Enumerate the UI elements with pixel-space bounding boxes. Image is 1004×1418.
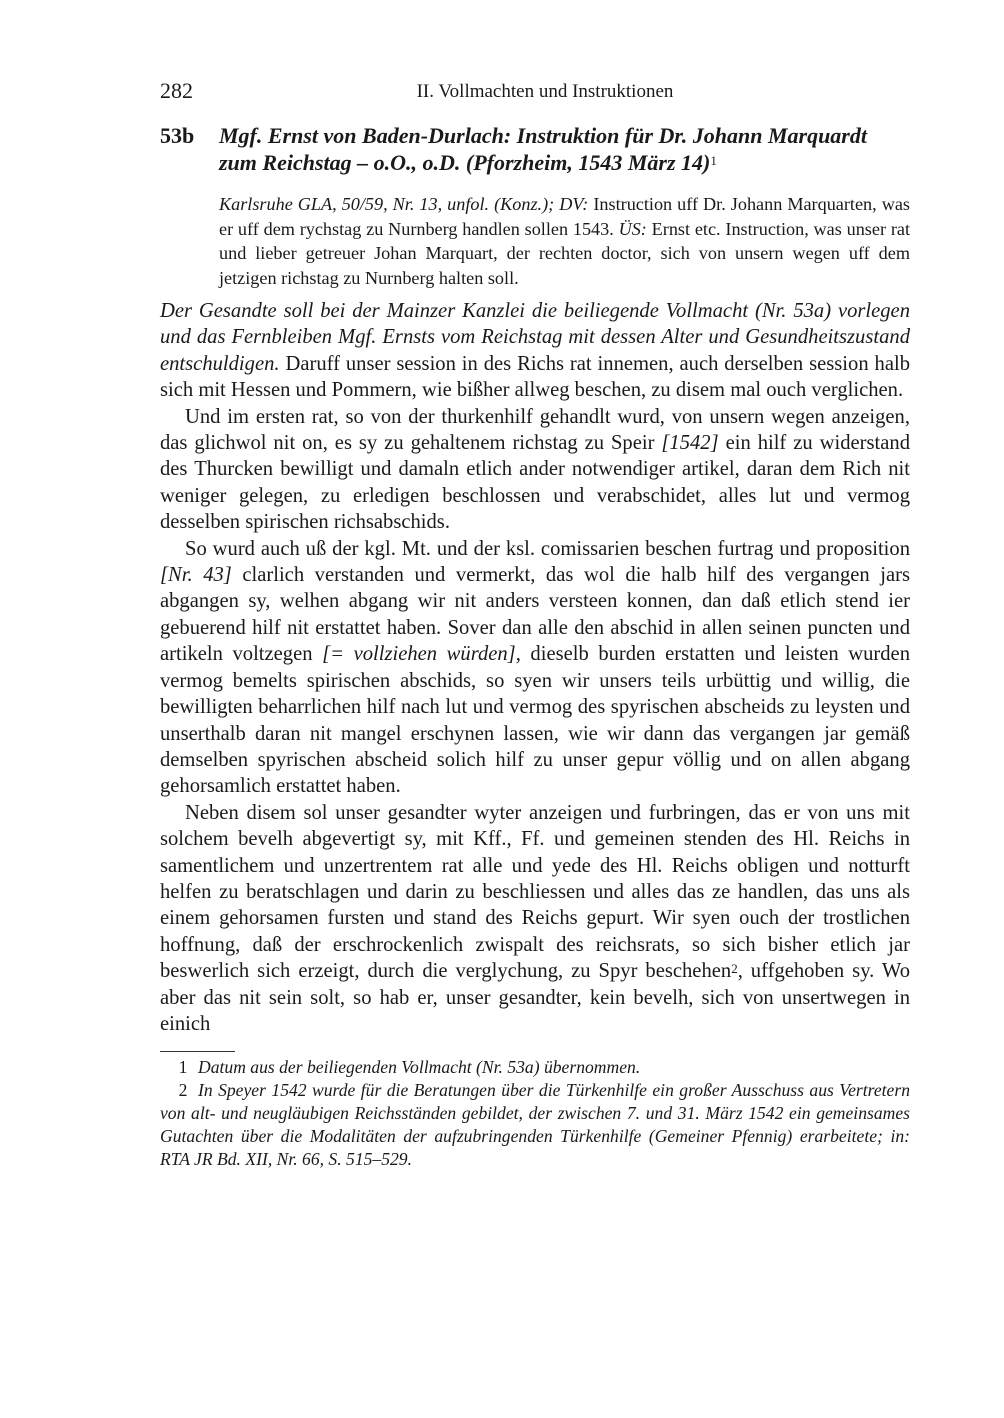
source-us-label: ÜS: <box>618 218 647 239</box>
footnote-ref-2[interactable]: 2 <box>731 961 738 977</box>
source-us-text: Ernst etc. Instruction, was unser rat und lieber getreuer Johan Marquart, der rechten doctor, sich von unsern wegen uff dem jetzigen richstag zu Nurnberg halten soll. <box>219 218 910 288</box>
footnote-number: 1 <box>178 1057 188 1078</box>
page-header <box>160 78 910 108</box>
editorial-insert: [Nr. 43] <box>160 564 232 587</box>
document-number: 53b <box>160 123 195 148</box>
paragraph-text: Neben disem sol unser gesandter wyter anzeigen und furbringen, das er von uns mit solchem bevelh abgevertigt sy, mit Kff., Ff. und gemeinen stenden des Hl. Reichs in samentlichem und unzertrentem rat alle und yede des Hl. Reichs obligen und notturft helfen zu beratschlagen und darin zu beschliessen und alles das ze handlen, das uns als einem gehorsamen fursten und stand des Reichs gepurt. Wir syen ouch der trostlichen hoffnung, daß der erschrockenlich zwispalt des reichsrats, so sich bisher etlich jar beswerlich sich erzeigt, durch die verglychung, zu Spyr beschehen <box>160 801 910 983</box>
document-title <box>219 122 910 176</box>
document-title-text: Mgf. Ernst von Baden-Durlach: Instruktion für Dr. Johann Marquardt zum Reichstag – o.O., o.D. (Pforzheim, 1543 März 14) <box>219 123 867 175</box>
paragraph-3 <box>160 536 910 800</box>
document-body <box>160 298 910 1037</box>
document-page <box>160 78 910 1171</box>
source-dv-text: Instruction uff Dr. Johann Marquarten, was er uff dem rychstag zu Nurnberg handlen sollen 1543. <box>219 194 910 239</box>
footnote-number: 2 <box>178 1080 188 1101</box>
running-title: II. Vollmachten und Instruktionen <box>416 81 674 102</box>
page-number: 282 <box>160 78 193 103</box>
paragraph-2 <box>160 404 910 536</box>
footnote-ref-1[interactable]: 1 <box>710 153 717 168</box>
editorial-insert: [1542] <box>661 432 719 455</box>
footnote-2 <box>160 1079 910 1171</box>
footnote-divider <box>160 1051 235 1052</box>
editorial-summary: Der Gesandte soll bei der Mainzer Kanzlei die beiliegende Vollmacht (Nr. 53a) vorlegen und das Fernbleiben Mgf. Ernsts vom Reichstag mit dessen Alter und Gesundheitszustand entschuldigen. <box>160 300 910 375</box>
paragraph-text: , uffgehoben sy. Wo aber das nit sein solt, so hab er, unser gesandter, kein bevelh, sich von unsertwegen in einich <box>160 960 910 1035</box>
paragraph-1 <box>160 298 910 404</box>
footnote-1 <box>160 1056 910 1079</box>
source-note <box>219 192 910 290</box>
paragraph-text: clarlich verstanden und vermerkt, das wol die halb hilf des vergangen jars abgangen sy, welhen abgang wir nit anders versteen konnen, dan daß etlich stend ier gebuerend hilf nit erstattet haben. Sover dan alle den abschid in allen seinen puncten und artikeln voltzegen <box>160 564 911 666</box>
footnote-text: Datum aus der beiliegenden Vollmacht (Nr. 53a) übernommen. <box>198 1057 641 1078</box>
paragraph-text: Und im ersten rat, so von der thurkenhilf gehandlt wurd, von unsern wegen anzeigen, das glichwol nit on, es sy zu gehaltenem richstag zu Speir <box>160 405 910 455</box>
paragraph-4 <box>160 800 910 1038</box>
document-heading <box>160 122 910 176</box>
paragraph-text: ein hilf zu widerstand des Thurcken bewilligt und damaln etlich ander notwendiger artikel, daran dem Rich nit weniger gelegen, zu erledigen beschlossen und verabschidet, alles lut und vermog desselben spirischen richsabschids. <box>160 432 910 534</box>
editorial-insert: [= vollziehen würden] <box>322 643 516 666</box>
source-archive: Karlsruhe GLA, 50/59, Nr. 13, unfol. (Konz.); DV: <box>219 194 589 214</box>
paragraph-text: So wurd auch uß der kgl. Mt. und der ksl. comissarien beschen furtrag und proposition <box>185 537 910 560</box>
paragraph-text: , dieselb burden erstatten und leisten wurden vermog bemelts spirischen abschids, so syen wir unsers teils urbüttig und willig, die bewilligten beharrlichen hilf nach lut und vermog des spyrischen abscheids zu leysten und unserthalb daran nit mangel erschynen lassen, wie wir dann das vergangen jar gemäß demselben spyrischen abscheid solich hilf zu unser gepur völlig und on allen abgang gehorsamlich erstattet haben. <box>160 643 910 798</box>
footnote-text: In Speyer 1542 wurde für die Beratungen über die Türkenhilfe ein großer Ausschuss aus Vertretern von alt- und neugläubigen Reichsständen gebildet, der zwischen 7. und 31. März 1542 ein gemeinsames Gutachten über die Modalitäten der aufzubringenden Türkenhilfe (Gemeiner Pfennig) erarbeitete; in: RTA JR Bd. XII, Nr. 66, S. 515–529. <box>160 1080 910 1170</box>
paragraph-text: Daruff unser session in des Richs rat innemen, auch derselben session halb sich mit Hessen und Pommern, wie bißher allweg beschen, zu disem mal ouch verglichen. <box>160 352 910 402</box>
